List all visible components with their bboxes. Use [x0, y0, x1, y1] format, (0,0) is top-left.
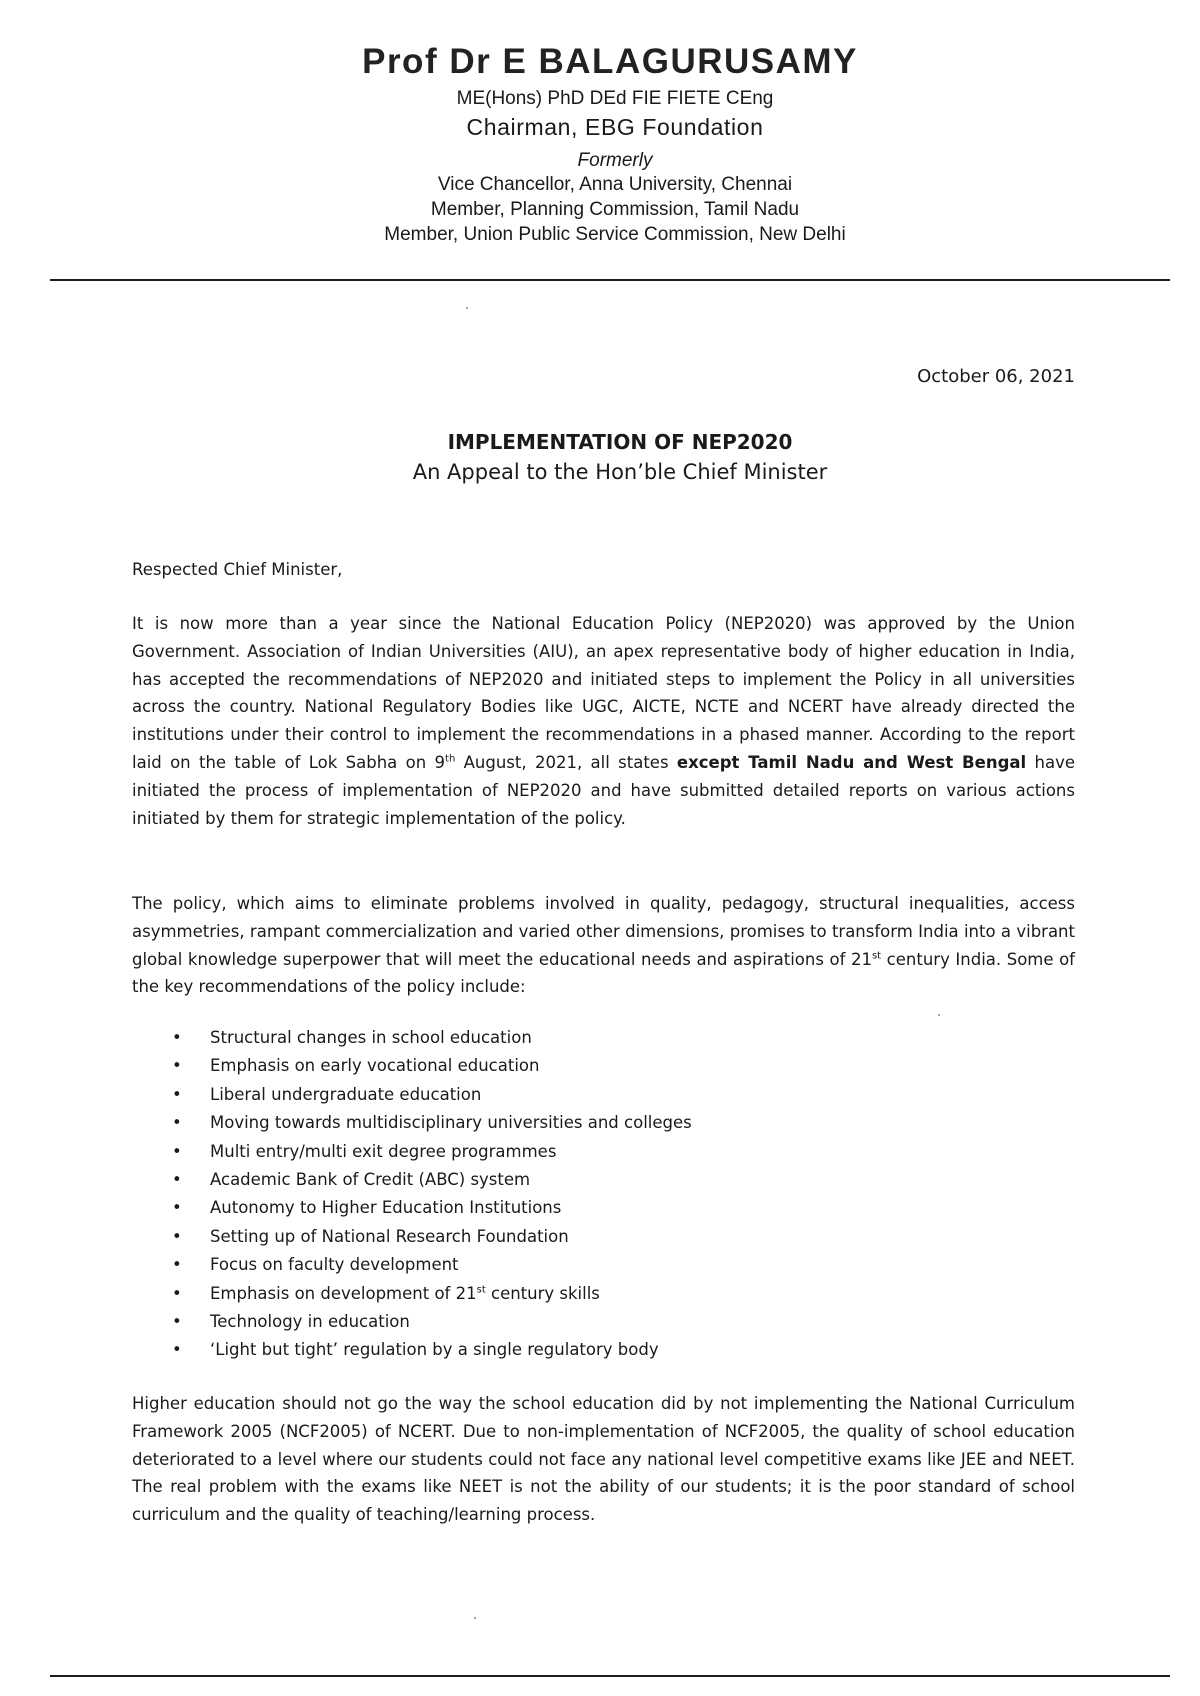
list-item-text: Emphasis on early vocational education — [210, 1056, 540, 1076]
bullet-icon: • — [172, 1084, 182, 1104]
author-chairman-title: Chairman, EBG Foundation — [466, 114, 764, 140]
bullet-icon: • — [172, 1283, 182, 1303]
list-item-text: Setting up of National Research Foundation — [210, 1226, 569, 1246]
bullet-icon: • — [172, 1113, 182, 1133]
list-item-text: Academic Bank of Credit (ABC) system — [210, 1170, 531, 1190]
list-item — [168, 1336, 692, 1364]
paragraph-2-text-b: century India. Some of the key recommendations of the policy include: — [132, 949, 1075, 997]
letterhead — [0, 42, 1200, 247]
list-item-text: Focus on faculty development — [210, 1255, 459, 1275]
scan-speck — [938, 1014, 940, 1016]
letter-title-block — [0, 430, 1200, 484]
paragraph-1-text-a: It is now more than a year since the National Education Policy (NEP2020) was approved by the Union Government. Association of Indian Universities (AIU), an apex representative body of higher education in India, has accepted the recommendations of NEP2020 and initiated steps to implement the Policy in all universities across the country. National Regulatory Bodies like UGC, AICTE, NCTE and NCERT have already directed the institutions under their control to implement the recommendations in a phased manner. According to the report laid on the table of Lok Sabha on 9 — [132, 614, 1075, 772]
letter-subtitle: An Appeal to the Hon’ble Chief Minister — [412, 460, 828, 484]
bullet-icon: • — [172, 1056, 182, 1076]
list-item-text: ‘Light but tight’ regulation by a single regulatory body — [210, 1340, 659, 1360]
list-item-text: Liberal undergraduate education — [210, 1084, 482, 1104]
former-position-3: Member, Union Public Service Commission, New Delhi — [384, 224, 846, 245]
author-name: Prof Dr E BALAGURUSAMY — [362, 42, 858, 81]
bullet-icon: • — [172, 1312, 182, 1332]
recommendations-list — [168, 1024, 692, 1365]
bullet-icon: • — [172, 1028, 182, 1047]
list-item-text: Moving towards multidisciplinary universities and colleges — [210, 1113, 692, 1133]
list-item — [168, 1109, 692, 1137]
former-position-1: Vice Chancellor, Anna University, Chennai — [437, 174, 793, 195]
bullet-icon: • — [172, 1141, 182, 1161]
footer-divider — [50, 1675, 1170, 1677]
bullet-icon: • — [172, 1255, 182, 1275]
letter-date: October 06, 2021 — [917, 366, 1075, 387]
paragraph-2-superscript: st — [871, 950, 882, 962]
list-item — [168, 1251, 692, 1279]
paragraph-1 — [132, 610, 1075, 832]
scan-speck — [474, 1617, 476, 1619]
list-item-text-suffix: century skills — [485, 1283, 600, 1303]
bullet-icon: • — [172, 1170, 182, 1190]
bullet-icon: • — [172, 1340, 182, 1360]
letterhead-divider — [50, 279, 1170, 281]
formerly-label: Formerly — [577, 150, 653, 171]
bullet-icon: • — [172, 1198, 182, 1218]
letter-title: IMPLEMENTATION OF NEP2020 — [447, 430, 793, 454]
bullet-icon: • — [172, 1226, 182, 1246]
paragraph-1-text-c: have initiated the process of implementation of NEP2020 and have submitted detailed reports on various actions initiated by them for strategic implementation of the policy. — [132, 752, 1075, 828]
list-item — [168, 1024, 692, 1052]
paragraph-2 — [132, 890, 1075, 1001]
scan-speck — [466, 307, 468, 309]
list-item-text: Structural changes in school education — [210, 1028, 532, 1047]
paragraph-3-text: Higher education should not go the way the school education did by not implementing the National Curriculum Framework 2005 (NCF2005) of NCERT. Due to non-implementation of NCF2005, the quality of school education deteriorated to a level where our students could not face any national level competitive exams like JEE and NEET. The real problem with the exams like NEET is not the ability of our students; it is the poor standard of school curriculum and the quality of teaching/learning process. — [132, 1394, 1075, 1525]
paragraph-1-text-b: August, 2021, all states — [455, 752, 677, 772]
paragraph-3 — [132, 1390, 1075, 1529]
paragraph-2-text-a: The policy, which aims to eliminate problems involved in quality, pedagogy, structural inequalities, access asymmetries, rampant commercialization and varied other dimensions, promises to transform India into a vibrant global knowledge superpower that will meet the educational needs and aspirations of 21 — [132, 894, 1075, 969]
list-item — [168, 1194, 692, 1222]
paragraph-1-superscript: th — [445, 753, 456, 765]
list-item — [168, 1280, 692, 1308]
list-item — [168, 1138, 692, 1166]
paragraph-1-bold: except Tamil Nadu and West Bengal — [676, 752, 1027, 772]
list-item-text: Emphasis on development of 21 — [210, 1283, 477, 1303]
list-item — [168, 1166, 692, 1194]
list-item-text: Autonomy to Higher Education Institutions — [210, 1198, 562, 1218]
former-position-2: Member, Planning Commission, Tamil Nadu — [430, 199, 800, 220]
author-qualifications: ME(Hons) PhD DEd FIE FIETE CEng — [456, 88, 774, 109]
list-item — [168, 1308, 692, 1336]
list-item-text: Multi entry/multi exit degree programmes — [210, 1141, 557, 1161]
list-item — [168, 1223, 692, 1251]
list-item-text: Technology in education — [210, 1312, 410, 1332]
salutation: Respected Chief Minister, — [132, 560, 343, 579]
list-item — [168, 1052, 692, 1080]
list-item-superscript: st — [476, 1284, 486, 1296]
list-item — [168, 1081, 692, 1109]
